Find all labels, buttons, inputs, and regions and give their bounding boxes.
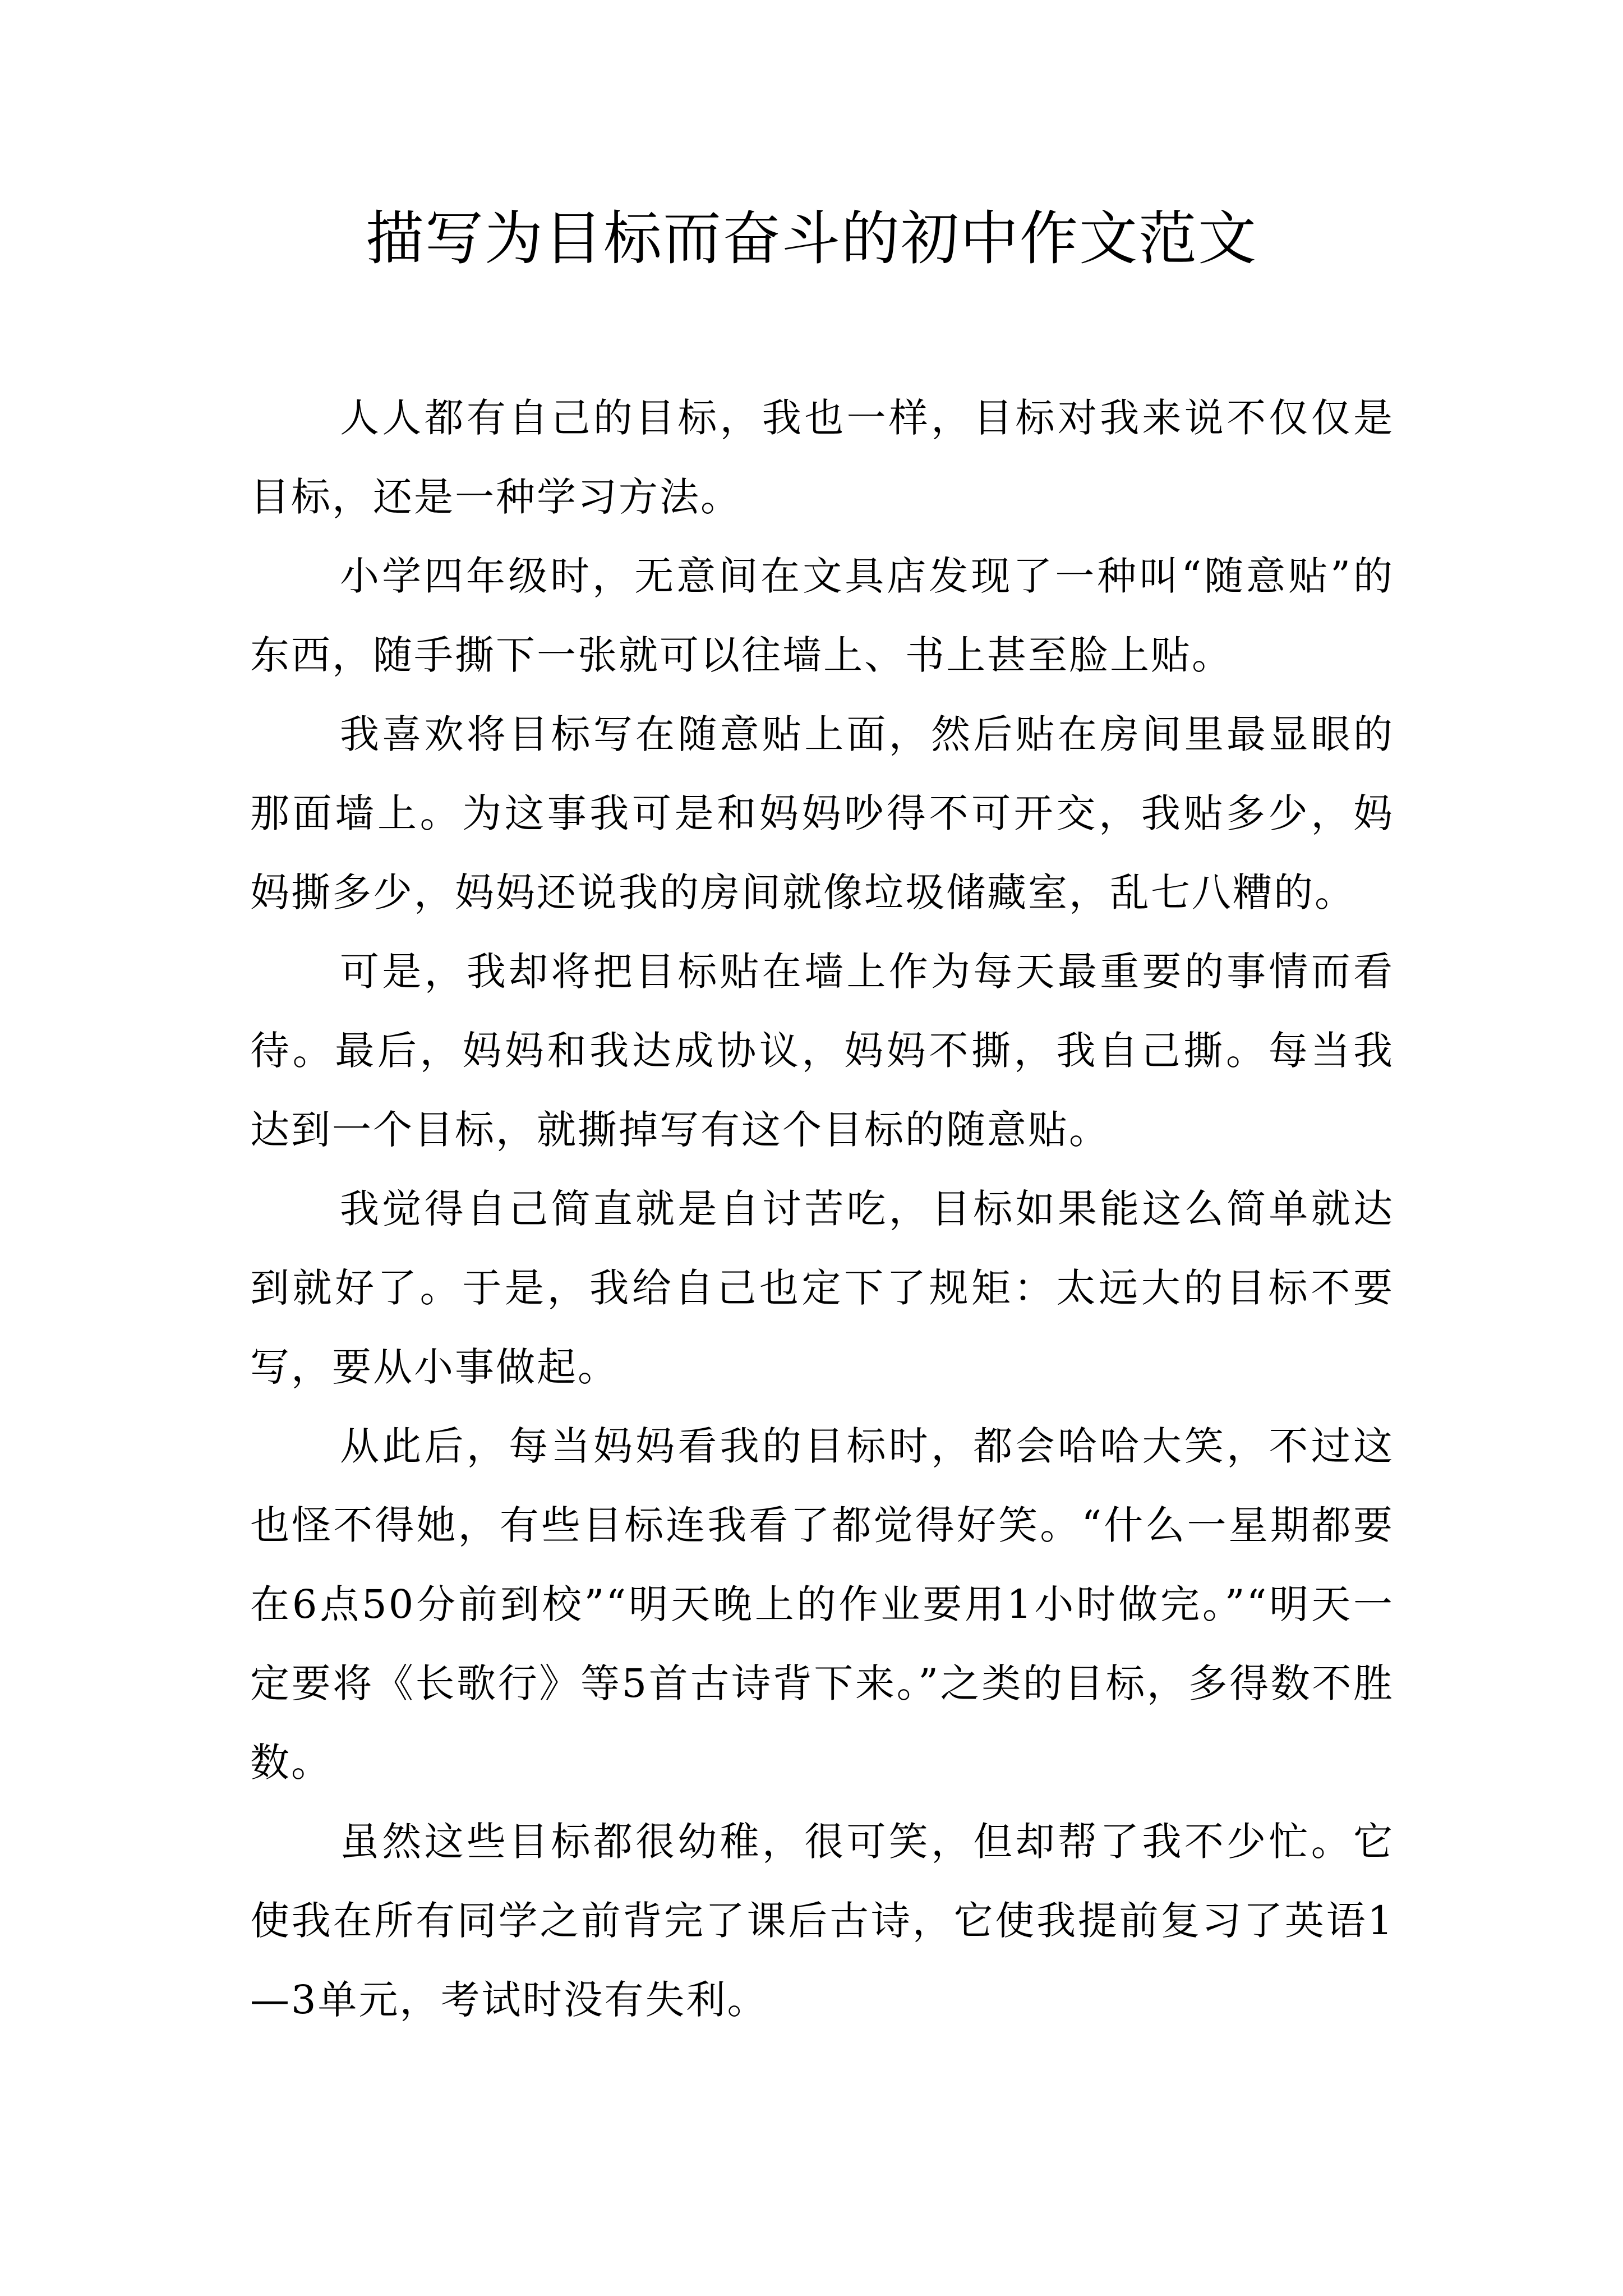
- paragraph: 我觉得自己简直就是自讨苦吃，目标如果能这么简单就达到就好了。于是，我给自己也定下了规矩：太远大的目标不要写，要从小事做起。: [250, 1186, 1394, 1390]
- paragraph: 虽然这些目标都很幼稚，很可笑，但却帮了我不少忙。它使我在所有同学之前背完了课后古诗，它使我提前复习了英语1—3单元，考试时没有失利。: [250, 1819, 1394, 2023]
- paragraph: 可是，我却将把目标贴在墙上作为每天最重要的事情而看待。最后，妈妈和我达成协议，妈妈不撕，我自己撕。每当我达到一个目标，就撕掉写有这个目标的随意贴。: [250, 949, 1394, 1153]
- paragraph: 从此后，每当妈妈看我的目标时，都会哈哈大笑，不过这也怪不得她，有些目标连我看了都觉得好笑。“什么一星期都要在6点50分前到校”“明天晚上的作业要用1小时做完。”“明天一定要将《长歌行》等5首古诗背下来。”之类的目标，多得数不胜数。: [250, 1423, 1394, 1786]
- document-body: [250, 379, 1394, 2040]
- paragraph: 小学四年级时，无意间在文具店发现了一种叫“随意贴”的东西，随手撕下一张就可以往墙上、书上甚至脸上贴。: [250, 553, 1394, 678]
- paragraph: 人人都有自己的目标，我也一样，目标对我来说不仅仅是目标，还是一种学习方法。: [250, 395, 1394, 520]
- paragraph: 我喜欢将目标写在随意贴上面，然后贴在房间里最显眼的那面墙上。为这事我可是和妈妈吵得不可开交，我贴多少，妈妈撕多少，妈妈还说我的房间就像垃圾储藏室，乱七八糟的。: [250, 711, 1394, 915]
- document-title: 描写为目标而奋斗的初中作文范文: [365, 204, 1257, 273]
